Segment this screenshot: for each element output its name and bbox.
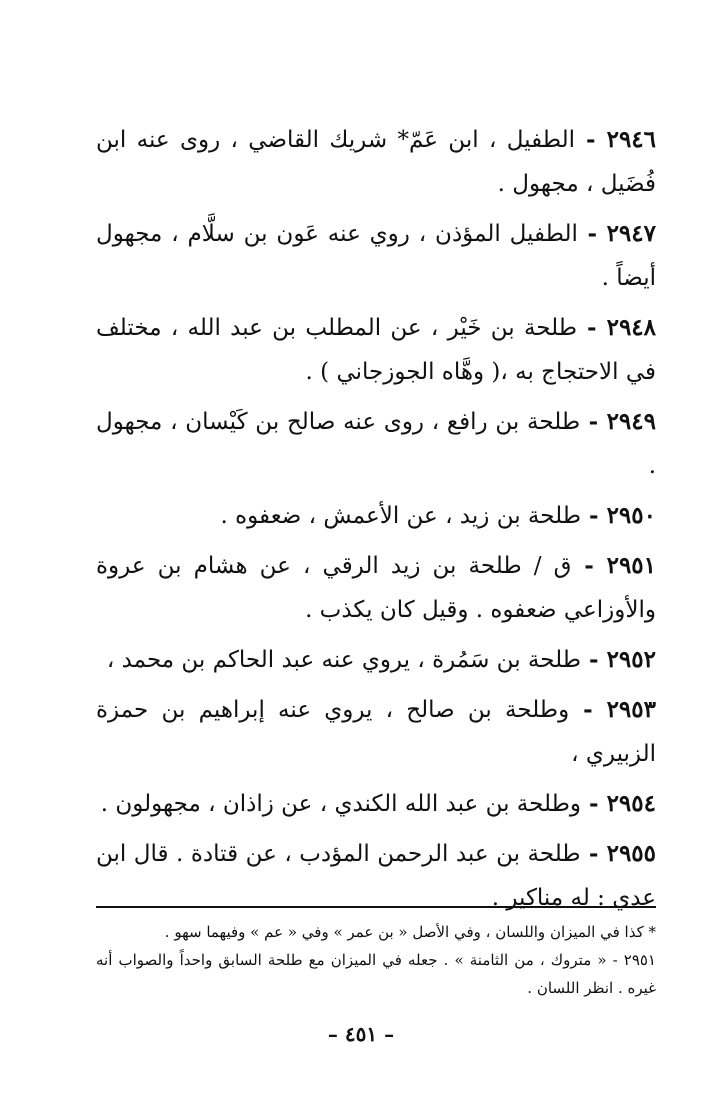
entries-list (96, 118, 656, 926)
entry: ٢٩٥٢ - طلحة بن سَمُرة ، يروي عنه عبد الحاكم بن محمد ، (106, 646, 656, 673)
entry: ٢٩٥٣ - وطلحة بن صالح ، يروي عنه إبراهيم بن حمزة الزبيري ، (96, 696, 656, 767)
entry: ٢٩٥٥ - طلحة بن عبد الرحمن المؤدب ، عن قتادة . قال ابن عدي : له مناكير . (96, 840, 657, 911)
entry: ٢٩٥٠ - طلحة بن زيد ، عن الأعمش ، ضعفوه . (220, 502, 656, 529)
entry-number: ٢٩٤٧ (606, 220, 656, 247)
entry-text: طلحة بن خَيْر ، عن المطلب بن عبد الله ، مختلف في الاحتجاج به ،( وهَّاه الجوزجاني ) . (96, 315, 656, 385)
entry-number: ٢٩٥٤ (606, 790, 656, 817)
entry-number: ٢٩٥٥ (606, 840, 657, 867)
entry-number: ٢٩٤٩ (606, 408, 656, 435)
entry-number: ٢٩٥٣ (606, 696, 656, 723)
entry: ٢٩٥٤ - وطلحة بن عبد الله الكندي ، عن زاذان ، مجهولون . (100, 790, 656, 817)
entry-number: ٢٩٥١ (606, 552, 657, 579)
entry-text: طلحة بن رافع ، روى عنه صالح بن كَيْسان ، مجهول . (96, 409, 656, 479)
entry-number: ٢٩٤٨ (606, 314, 657, 341)
entry: ٢٩٤٦ - الطفيل ، ابن عَمّ* شريك القاضي ، روى عنه ابن فُضَيل ، مجهول . (96, 126, 657, 197)
entry-text: وطلحة بن صالح ، يروي عنه إبراهيم بن حمزة الزبيري ، (96, 697, 656, 767)
footnote: ٢٩٥١ - « متروك ، من الثامنة » . جعله في الميزان مع طلحة السابق واحداً والصواب أنه غيره . انظر اللسان . (96, 951, 656, 997)
entry-text: الطفيل المؤذن ، روي عنه عَون بن سلَّام ، مجهول أيضاً . (96, 221, 656, 291)
entry: ٢٩٥١ - ق / طلحة بن زيد الرقي ، عن هشام بن عروة والأوزاعي ضعفوه . وقيل كان يكذب . (96, 552, 657, 623)
footnote-divider (96, 906, 656, 908)
entry-text: طلحة بن سَمُرة ، يروي عنه عبد الحاكم بن محمد ، (106, 647, 582, 673)
entry: ٢٩٤٧ - الطفيل المؤذن ، روي عنه عَون بن سلَّام ، مجهول أيضاً . (96, 220, 656, 291)
entry-text: طلحة بن زيد ، عن الأعمش ، ضعفوه . (220, 503, 582, 529)
entry-text: ق / طلحة بن زيد الرقي ، عن هشام بن عروة والأوزاعي ضعفوه . وقيل كان يكذب . (96, 553, 656, 623)
entry-text: طلحة بن عبد الرحمن المؤدب ، عن قتادة . قال ابن عدي : له مناكير . (96, 841, 656, 911)
page-number: – ٤٥١ – (327, 1022, 395, 1046)
footnote: * كذا في الميزان واللسان ، وفي الأصل « بن عمر » وفي « عم » وفيهما سهو . (164, 923, 656, 941)
entry-number: ٢٩٥٢ (606, 646, 656, 673)
footnotes (96, 918, 656, 1002)
entry-text: وطلحة بن عبد الله الكندي ، عن زاذان ، مجهولون . (100, 791, 582, 817)
entry-text: الطفيل ، ابن عَمّ* شريك القاضي ، روى عنه ابن فُضَيل ، مجهول . (96, 127, 656, 197)
entry: ٢٩٤٩ - طلحة بن رافع ، روى عنه صالح بن كَيْسان ، مجهول . (96, 408, 656, 479)
entry-number: ٢٩٤٦ (606, 126, 657, 153)
entry-number: ٢٩٥٠ (606, 502, 656, 529)
entry: ٢٩٤٨ - طلحة بن خَيْر ، عن المطلب بن عبد الله ، مختلف في الاحتجاج به ،( وهَّاه الجوزجاني ) . (96, 314, 657, 385)
